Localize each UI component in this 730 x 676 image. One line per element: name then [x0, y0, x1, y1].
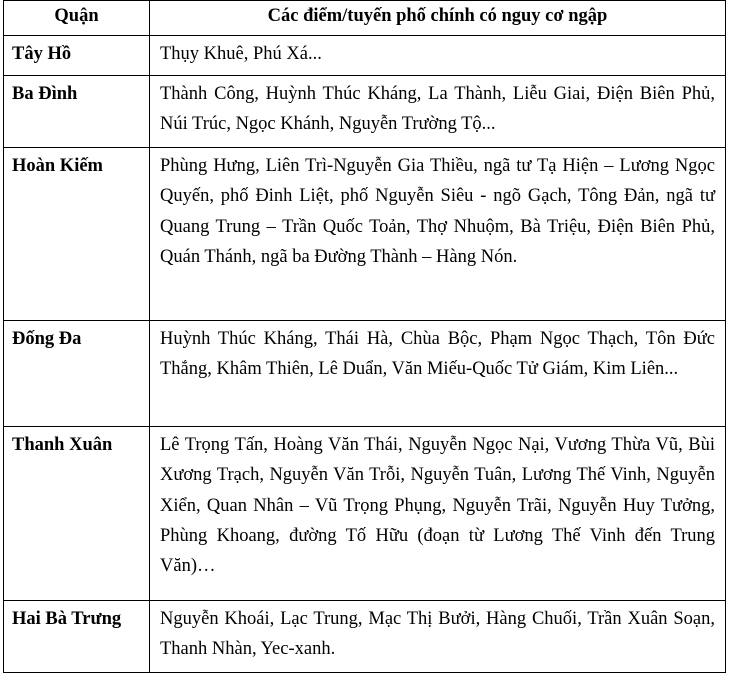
district-cell: Đống Đa	[4, 321, 150, 427]
district-cell: Ba Đình	[4, 76, 150, 148]
table-row	[4, 427, 726, 601]
streets-cell: Huỳnh Thúc Kháng, Thái Hà, Chùa Bộc, Phạm Ngọc Thạch, Tôn Đức Thắng, Khâm Thiên, Lê Duẩn, Văn Miếu-Quốc Tử Giám, Kim Liên...	[150, 321, 726, 427]
table-row	[4, 36, 726, 76]
table-row	[4, 321, 726, 427]
table-row	[4, 76, 726, 148]
flood-risk-table	[3, 0, 726, 673]
table-row	[4, 601, 726, 673]
streets-cell: Thụy Khuê, Phú Xá...	[150, 36, 726, 76]
column-header-district: Quận	[4, 1, 150, 36]
streets-cell: Phùng Hưng, Liên Trì-Nguyễn Gia Thiều, ngã tư Tạ Hiện – Lương Ngọc Quyến, phố Đinh Liệt, phố Nguyễn Siêu - ngõ Gạch, Tông Đản, ngã tư Quang Trung – Trần Quốc Toản, Thợ Nhuộm, Bà Triệu, Điện Biên Phủ, Quán Thánh, ngã ba Đường Thành – Hàng Nón.	[150, 148, 726, 321]
district-cell: Thanh Xuân	[4, 427, 150, 601]
district-cell: Hoàn Kiếm	[4, 148, 150, 321]
district-cell: Tây Hồ	[4, 36, 150, 76]
table-row	[4, 148, 726, 321]
streets-cell: Nguyễn Khoái, Lạc Trung, Mạc Thị Bưởi, Hàng Chuối, Trần Xuân Soạn, Thanh Nhàn, Yec-xanh.	[150, 601, 726, 673]
table-header-row	[4, 1, 726, 36]
column-header-streets: Các điểm/tuyến phố chính có nguy cơ ngập	[150, 1, 726, 36]
streets-cell: Thành Công, Huỳnh Thúc Kháng, La Thành, Liễu Giai, Điện Biên Phủ, Núi Trúc, Ngọc Khánh, Nguyễn Trường Tộ...	[150, 76, 726, 148]
district-cell: Hai Bà Trưng	[4, 601, 150, 673]
streets-cell: Lê Trọng Tấn, Hoàng Văn Thái, Nguyễn Ngọc Nại, Vương Thừa Vũ, Bùi Xương Trạch, Nguyễn Văn Trỗi, Nguyễn Tuân, Lương Thế Vinh, Nguyễn Xiển, Quan Nhân – Vũ Trọng Phụng, Nguyễn Trãi, Nguyễn Huy Tưởng, Phùng Khoang, đường Tố Hữu (đoạn từ Lương Thế Vinh đến Trung Văn)…	[150, 427, 726, 601]
